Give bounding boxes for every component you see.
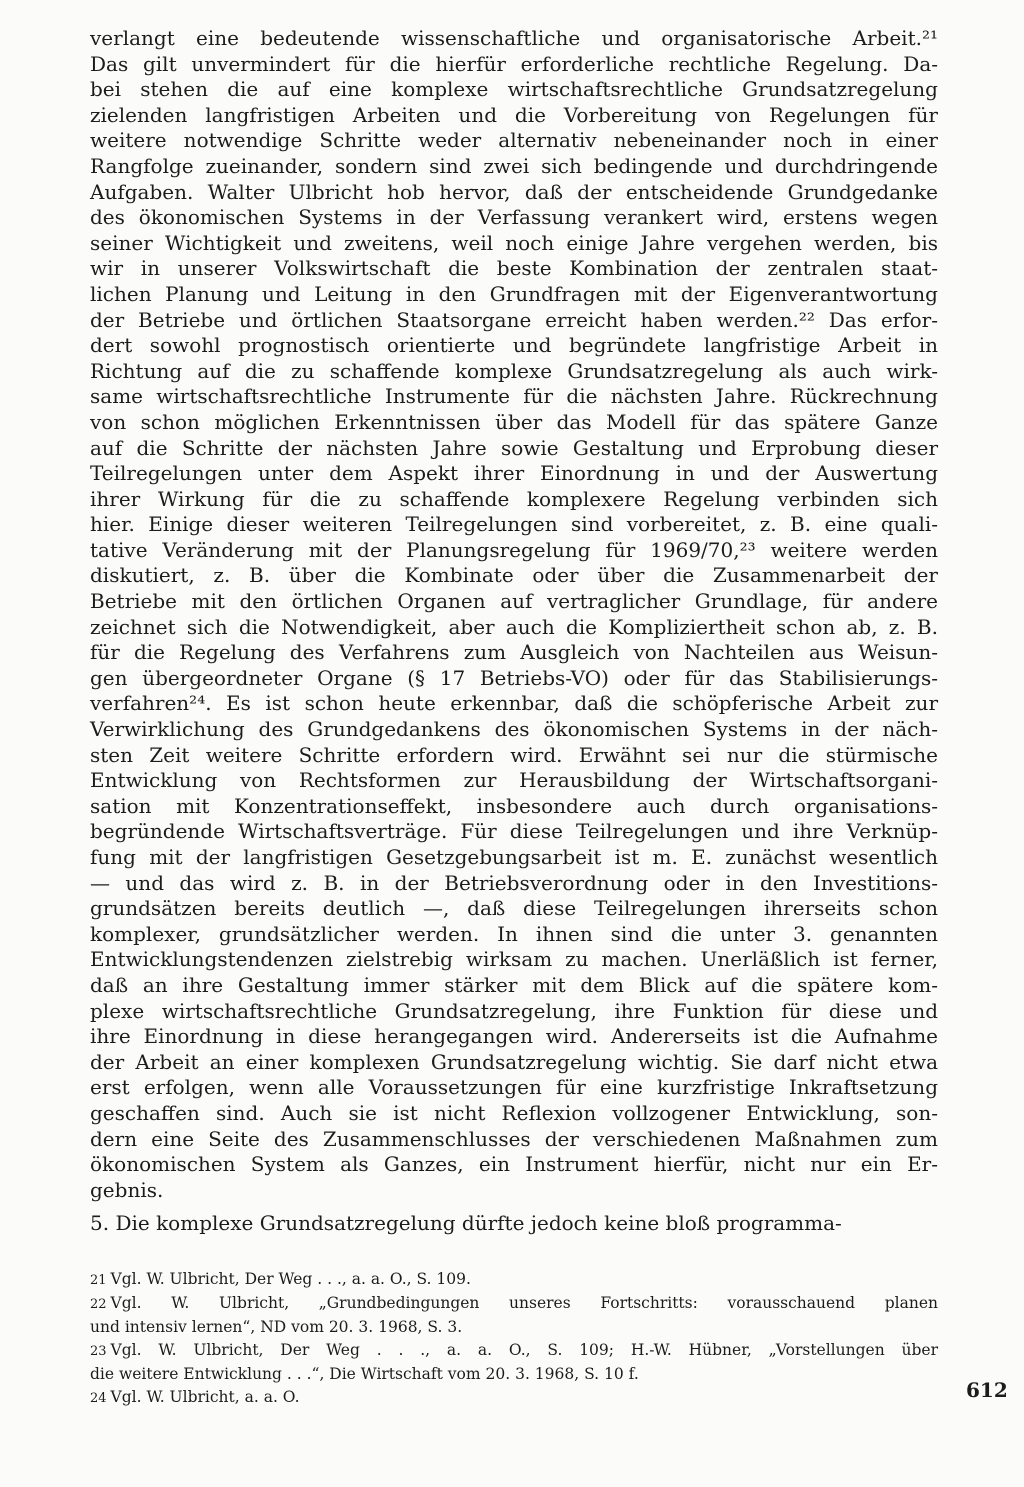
footnote-line bbox=[90, 1268, 938, 1292]
footnote-text: Vgl. W. Ulbricht, a. a. O. bbox=[110, 1388, 300, 1406]
footnote-text: und intensiv lernen“, ND vom 20. 3. 1968, S. 3. bbox=[90, 1318, 463, 1336]
footnote-number: 22 bbox=[90, 1297, 107, 1312]
footnote-line bbox=[90, 1363, 938, 1386]
text-line: lichen Planung und Leitung in den Grundfragen mit der Eigenverantwortung bbox=[90, 281, 938, 306]
text-line: Rangfolge zueinander, sondern sind zwei sich bedingende und durchdringende bbox=[90, 153, 938, 178]
footnote-text: Vgl. W. Ulbricht, Der Weg . . ., a. a. O., S. 109; H.-W. Hübner, „Vorstellungen über bbox=[110, 1341, 938, 1359]
text-line: der Arbeit an einer komplexen Grundsatzregelung wichtig. Sie darf nicht etwa bbox=[90, 1049, 938, 1074]
text-line: begründende Wirtschaftsverträge. Für diese Teilregelungen und ihre Verknüp- bbox=[90, 819, 938, 844]
text-line: daß an ihre Gestaltung immer stärker mit dem Blick auf die spätere kom- bbox=[90, 972, 938, 997]
text-line: — und das wird z. B. in der Betriebsverordnung oder in den Investitions- bbox=[90, 870, 938, 895]
text-line: seiner Wichtigkeit und zweitens, weil noch einige Jahre vergehen werden, bis bbox=[90, 230, 938, 255]
footnote bbox=[90, 1386, 938, 1410]
text-line: verfahren²⁴. Es ist schon heute erkennbar, daß die schöpferische Arbeit zur bbox=[90, 691, 938, 716]
text-line: sten Zeit weitere Schritte erfordern wird. Erwähnt sei nur die stürmische bbox=[90, 742, 938, 767]
text-line: auf die Schritte der nächsten Jahre sowie Gestaltung und Erprobung dieser bbox=[90, 435, 938, 460]
text-line: gen übergeordneter Organe (§ 17 Betriebs-VO) oder für das Stabilisierungs- bbox=[90, 665, 938, 690]
text-line: komplexer, grundsätzlicher werden. In ihnen sind die unter 3. genannten bbox=[90, 921, 938, 946]
text-line: Entwicklung von Rechtsformen zur Herausbildung der Wirtschaftsorgani- bbox=[90, 768, 938, 793]
text-line: tative Veränderung mit der Planungsregelung für 1969/70,²³ weitere werden bbox=[90, 537, 938, 562]
text-line: fung mit der langfristigen Gesetzgebungsarbeit ist m. E. zunächst wesentlich bbox=[90, 845, 938, 869]
text-line: Entwicklungstendenzen zielstrebig wirksam zu machen. Unerläßlich ist ferner, bbox=[90, 947, 938, 972]
text-line: ihre Einordnung in diese herangegangen wird. Andererseits ist die Aufnahme bbox=[90, 1024, 938, 1049]
text-line: zielenden langfristigen Arbeiten und die Vorbereitung von Regelungen für bbox=[90, 102, 938, 127]
text-line: für die Regelung des Verfahrens zum Ausgleich von Nachteilen aus Weisun- bbox=[90, 640, 938, 665]
text-line: geschaffen sind. Auch sie ist nicht Reflexion vollzogener Entwicklung, son- bbox=[90, 1100, 938, 1125]
footnote bbox=[90, 1268, 938, 1292]
footnote-text: Vgl. W. Ulbricht, „Grundbedingungen unseres Fortschritts: vorausschauend planen bbox=[110, 1294, 938, 1312]
footnote-text: Vgl. W. Ulbricht, Der Weg . . ., a. a. O., S. 109. bbox=[110, 1270, 471, 1288]
text-line: Richtung auf die zu schaffende komplexe Grundsatzregelung als auch wirk- bbox=[90, 358, 938, 383]
footnote-number: 24 bbox=[90, 1391, 107, 1406]
footnote-line bbox=[90, 1386, 938, 1410]
text-line: wir in unserer Volkswirtschaft die beste Kombination der zentralen staat- bbox=[90, 256, 938, 281]
footnote-number: 21 bbox=[90, 1273, 107, 1288]
text-line: same wirtschaftsrechtliche Instrumente für die nächsten Jahre. Rückrechnung bbox=[90, 384, 938, 409]
text-line: Verwirklichung des Grundgedankens des ökonomischen Systems in der näch- bbox=[90, 717, 938, 742]
text-line: dern eine Seite des Zusammenschlusses der verschiedenen Maßnahmen zum bbox=[90, 1126, 938, 1151]
text-line: bei stehen die auf eine komplexe wirtschaftsrechtliche Grundsatzregelung bbox=[90, 77, 938, 102]
text-line: hier. Einige dieser weiteren Teilregelungen sind vorbereitet, z. B. eine quali- bbox=[90, 512, 938, 537]
text-line: zeichnet sich die Notwendigkeit, aber auch die Kompliziertheit schon ab, z. B. bbox=[90, 614, 938, 639]
text-line: Das gilt unvermindert für die hierfür erforderliche rechtliche Regelung. Da- bbox=[90, 51, 938, 76]
text-line: sation mit Konzentrationseffekt, insbesondere auch durch organisations- bbox=[90, 793, 938, 818]
footnote-line bbox=[90, 1292, 938, 1316]
footnote-number: 23 bbox=[90, 1344, 107, 1359]
body-text bbox=[90, 26, 938, 1237]
text-line: Aufgaben. Walter Ulbricht hob hervor, daß der entscheidende Grundgedanke bbox=[90, 179, 938, 204]
text-line: ihrer Wirkung für die zu schaffende komplexere Regelung verbinden sich bbox=[90, 486, 938, 511]
text-line: ökonomischen System als Ganzes, ein Instrument hierfür, nicht nur ein Er- bbox=[90, 1152, 938, 1177]
text-line: plexe wirtschaftsrechtliche Grundsatzregelung, ihre Funktion für diese und bbox=[90, 998, 938, 1023]
text-line: verlangt eine bedeutende wissenschaftliche und organisatorische Arbeit.²¹ bbox=[90, 26, 938, 50]
footnote-line bbox=[90, 1339, 938, 1363]
footnotes bbox=[90, 1268, 938, 1410]
footnote-text: die weitere Entwicklung . . .“, Die Wirtschaft vom 20. 3. 1968, S. 10 f. bbox=[90, 1365, 639, 1383]
text-line: Betriebe mit den örtlichen Organen auf vertraglicher Grundlage, für andere bbox=[90, 589, 938, 614]
text-line: dert sowohl prognostisch orientierte und begründete langfristige Arbeit in bbox=[90, 333, 938, 358]
text-line: grundsätzen bereits deutlich —, daß diese Teilregelungen ihrerseits schon bbox=[90, 896, 938, 921]
text-line: Teilregelungen unter dem Aspekt ihrer Einordnung in und der Auswertung bbox=[90, 461, 938, 486]
text-line: weitere notwendige Schritte weder alternativ nebeneinander noch in einer bbox=[90, 128, 938, 153]
text-line: der Betriebe und örtlichen Staatsorgane erreicht haben werden.²² Das erfor- bbox=[90, 307, 938, 332]
text-line: 5. Die komplexe Grundsatzregelung dürfte jedoch keine bloß programma- bbox=[90, 1211, 842, 1236]
text-line: gebnis. bbox=[90, 1177, 164, 1202]
footnote bbox=[90, 1339, 938, 1386]
text-line: diskutiert, z. B. über die Kombinate oder über die Zusammenarbeit der bbox=[90, 563, 938, 588]
text-line: erst erfolgen, wenn alle Voraussetzungen für eine kurzfristige Inkraftsetzung bbox=[90, 1075, 938, 1100]
text-line: von schon möglichen Erkenntnissen über das Modell für das spätere Ganze bbox=[90, 409, 938, 434]
page-number: 612 bbox=[966, 1378, 1008, 1402]
footnote bbox=[90, 1292, 938, 1339]
text-line: des ökonomischen Systems in der Verfassung verankert wird, erstens wegen bbox=[90, 205, 938, 230]
footnote-line bbox=[90, 1316, 938, 1339]
